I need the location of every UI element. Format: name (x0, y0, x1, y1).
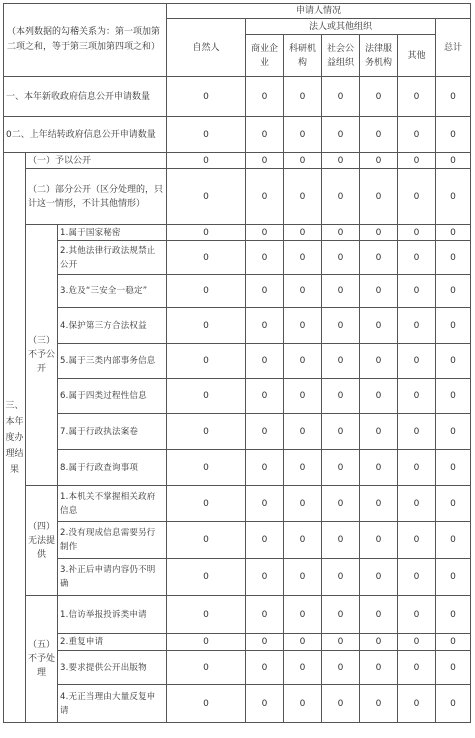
cell-value: 0 (322, 344, 360, 379)
table-row (4, 344, 471, 379)
table-row (4, 241, 471, 275)
cell-value: 0 (398, 241, 436, 275)
cell-value: 0 (167, 275, 246, 308)
cell-value: 0 (398, 486, 436, 522)
cell-value: 0 (322, 634, 360, 651)
cell-value: 0 (284, 153, 322, 169)
cell-value: 0 (436, 651, 471, 685)
cell-value: 0 (284, 450, 322, 486)
cell-value: 0 (398, 344, 436, 379)
cell-value: 0 (246, 486, 284, 522)
cell-value: 0 (398, 414, 436, 450)
table-row (4, 414, 471, 450)
cell-value: 0 (284, 522, 322, 559)
cell-value: 0 (360, 486, 398, 522)
cell-value: 0 (436, 308, 471, 344)
cell-value: 0 (398, 450, 436, 486)
cell-value: 0 (246, 651, 284, 685)
cell-value: 0 (284, 414, 322, 450)
cell-value: 0 (246, 225, 284, 241)
cell-value: 0 (436, 169, 471, 225)
cell-value: 0 (436, 275, 471, 308)
cell-value: 0 (284, 634, 322, 651)
legal-service-org-header: 法律服务机构 (360, 35, 398, 77)
section3-label: 三、本年度办理结果 (4, 153, 26, 723)
cell-value: 0 (284, 308, 322, 344)
cell-value: 0 (398, 379, 436, 414)
cell-value: 0 (360, 379, 398, 414)
cell-value: 0 (246, 77, 284, 117)
cell-value: 0 (398, 596, 436, 634)
table-row (4, 308, 471, 344)
cell-value: 0 (167, 379, 246, 414)
commercial-enterprise-header: 商业企业 (246, 35, 284, 77)
row-label-third-party: 4.保护第三方合法权益 (58, 308, 167, 344)
cell-value: 0 (360, 685, 398, 723)
gov-info-disclosure-table (3, 3, 471, 723)
cell-value: 0 (167, 596, 246, 634)
cell-value: 0 (398, 685, 436, 723)
row-label-law-prohibited: 2.其他法律行政法规禁止公开 (58, 241, 167, 275)
table-row (4, 685, 471, 723)
cell-value: 0 (360, 596, 398, 634)
cell-value: 0 (246, 169, 284, 225)
cell-value: 0 (360, 522, 398, 559)
table-row (4, 169, 471, 225)
table-row (4, 596, 471, 634)
cell-value: 0 (436, 414, 471, 450)
table-row (4, 117, 471, 153)
cell-value: 0 (284, 596, 322, 634)
cell-value: 0 (436, 379, 471, 414)
cell-value: 0 (436, 117, 471, 153)
research-institution-header: 科研机构 (284, 35, 322, 77)
cell-value: 0 (167, 450, 246, 486)
header-row-1 (4, 4, 471, 19)
cell-value: 0 (436, 634, 471, 651)
table-row (4, 651, 471, 685)
cell-value: 0 (322, 77, 360, 117)
cell-value: 0 (360, 634, 398, 651)
cell-value: 0 (167, 308, 246, 344)
cell-value: 0 (322, 685, 360, 723)
cell-value: 0 (167, 117, 246, 153)
cell-value: 0 (167, 651, 246, 685)
cell-value: 0 (246, 308, 284, 344)
cell-value: 0 (360, 308, 398, 344)
cell-value: 0 (322, 153, 360, 169)
table-row (4, 486, 471, 522)
row-label-state-secret: 1.属于国家秘密 (58, 225, 167, 241)
cell-value: 0 (322, 169, 360, 225)
cell-value: 0 (436, 486, 471, 522)
cell-value: 0 (360, 169, 398, 225)
cell-value: 0 (284, 169, 322, 225)
cell-value: 0 (398, 169, 436, 225)
table-row (4, 379, 471, 414)
cell-value: 0 (322, 559, 360, 596)
cell-value: 0 (322, 651, 360, 685)
cell-value: 0 (398, 559, 436, 596)
table-row (4, 153, 471, 169)
cell-value: 0 (398, 153, 436, 169)
row-label-duplicate: 2.重复申请 (58, 634, 167, 651)
cell-value: 0 (398, 308, 436, 344)
row-label-repeated-requests: 4.无正当理由大量反复申请 (58, 685, 167, 723)
cell-value: 0 (284, 225, 322, 241)
cell-value: 0 (167, 169, 246, 225)
cell-value: 0 (436, 450, 471, 486)
cell-value: 0 (246, 414, 284, 450)
cell-value: 0 (360, 651, 398, 685)
cell-value: 0 (322, 379, 360, 414)
row-label-three-securities: 3.危及“三安全一稳定” (58, 275, 167, 308)
legal-entity-group-header: 法人或其他组织 (246, 19, 436, 35)
cell-value: 0 (322, 308, 360, 344)
row-label-not-held: 1.本机关不掌握相关政府信息 (58, 486, 167, 522)
row-label-new-requests: 一、本年新收政府信息公开申请数量 (4, 77, 167, 117)
cell-value: 0 (167, 344, 246, 379)
cell-value: 0 (167, 486, 246, 522)
cell-value: 0 (322, 414, 360, 450)
cell-value: 0 (322, 225, 360, 241)
cell-value: 0 (360, 241, 398, 275)
row-label-partial: （二）部分公开（区分处理的，只计这一情形，不计其他情形） (26, 169, 167, 225)
cell-value: 0 (246, 117, 284, 153)
cell-value: 0 (398, 77, 436, 117)
cell-value: 0 (360, 414, 398, 450)
cell-value: 0 (167, 225, 246, 241)
cell-value: 0 (246, 344, 284, 379)
cell-value: 0 (246, 379, 284, 414)
cell-value: 0 (246, 596, 284, 634)
cell-value: 0 (322, 450, 360, 486)
row-label-carryover: 0二、上年结转政府信息公开申请数量 (4, 117, 167, 153)
cell-value: 0 (246, 241, 284, 275)
table-row (4, 634, 471, 651)
row-label-admin-query: 8.属于行政查询事项 (58, 450, 167, 486)
cell-value: 0 (284, 559, 322, 596)
row-label-needs-creation: 2.没有现成信息需要另行制作 (58, 522, 167, 559)
cell-value: 0 (167, 522, 246, 559)
cell-value: 0 (398, 117, 436, 153)
cell-value: 0 (360, 153, 398, 169)
cell-value: 0 (167, 241, 246, 275)
cell-value: 0 (436, 685, 471, 723)
cell-value: 0 (284, 486, 322, 522)
cell-value: 0 (246, 275, 284, 308)
group-label-cannot-provide: （四）无法提供 (26, 486, 58, 596)
cell-value: 0 (246, 153, 284, 169)
cell-value: 0 (284, 275, 322, 308)
header-note: （本列数据的勾稽关系为：第一项加第二项之和，等于第三项加第四项之和） (4, 4, 167, 77)
cell-value: 0 (284, 651, 322, 685)
cell-value: 0 (436, 559, 471, 596)
cell-value: 0 (322, 275, 360, 308)
cell-value: 0 (436, 596, 471, 634)
table-row (4, 77, 471, 117)
cell-value: 0 (360, 559, 398, 596)
group-label-not-processed: （五）不予处理 (26, 596, 58, 723)
cell-value: 0 (167, 414, 246, 450)
cell-value: 0 (322, 117, 360, 153)
cell-value: 0 (398, 225, 436, 241)
cell-value: 0 (284, 117, 322, 153)
cell-value: 0 (246, 685, 284, 723)
row-label-still-unclear: 3.补正后申请内容仍不明确 (58, 559, 167, 596)
cell-value: 0 (398, 275, 436, 308)
table-row (4, 275, 471, 308)
cell-value: 0 (360, 450, 398, 486)
cell-value: 0 (436, 241, 471, 275)
cell-value: 0 (167, 559, 246, 596)
cell-value: 0 (246, 522, 284, 559)
table-row (4, 225, 471, 241)
cell-value: 0 (284, 685, 322, 723)
other-org-header: 其他 (398, 35, 436, 77)
row-label-petition-complaint: 1.信访举报投诉类申请 (58, 596, 167, 634)
table-row (4, 450, 471, 486)
total-header: 总计 (436, 19, 471, 77)
cell-value: 0 (322, 486, 360, 522)
row-label-internal-affairs: 5.属于三类内部事务信息 (58, 344, 167, 379)
cell-value: 0 (436, 344, 471, 379)
row-label-enforcement-files: 7.属于行政执法案卷 (58, 414, 167, 450)
cell-value: 0 (360, 117, 398, 153)
table-row (4, 559, 471, 596)
cell-value: 0 (436, 225, 471, 241)
cell-value: 0 (167, 685, 246, 723)
cell-value: 0 (436, 153, 471, 169)
cell-value: 0 (360, 344, 398, 379)
row-label-process-info: 6.属于四类过程性信息 (58, 379, 167, 414)
applicant-info-header: 申请人情况 (167, 4, 471, 19)
cell-value: 0 (167, 153, 246, 169)
cell-value: 0 (167, 77, 246, 117)
cell-value: 0 (398, 522, 436, 559)
cell-value: 0 (436, 522, 471, 559)
cell-value: 0 (284, 344, 322, 379)
cell-value: 0 (360, 275, 398, 308)
cell-value: 0 (398, 634, 436, 651)
cell-value: 0 (284, 241, 322, 275)
cell-value: 0 (284, 77, 322, 117)
cell-value: 0 (167, 634, 246, 651)
table-row (4, 522, 471, 559)
cell-value: 0 (436, 77, 471, 117)
row-label-disclose: （一）予以公开 (26, 153, 167, 169)
cell-value: 0 (398, 651, 436, 685)
cell-value: 0 (322, 522, 360, 559)
group-label-not-disclose: （三）不予公开 (26, 225, 58, 486)
cell-value: 0 (246, 634, 284, 651)
cell-value: 0 (322, 241, 360, 275)
cell-value: 0 (360, 77, 398, 117)
cell-value: 0 (322, 596, 360, 634)
cell-value: 0 (284, 379, 322, 414)
natural-person-header: 自然人 (167, 19, 246, 77)
row-label-publications: 3.要求提供公开出版物 (58, 651, 167, 685)
cell-value: 0 (246, 559, 284, 596)
cell-value: 0 (246, 450, 284, 486)
public-welfare-org-header: 社会公益组织 (322, 35, 360, 77)
gov-info-disclosure-table-container (3, 3, 471, 723)
cell-value: 0 (360, 225, 398, 241)
